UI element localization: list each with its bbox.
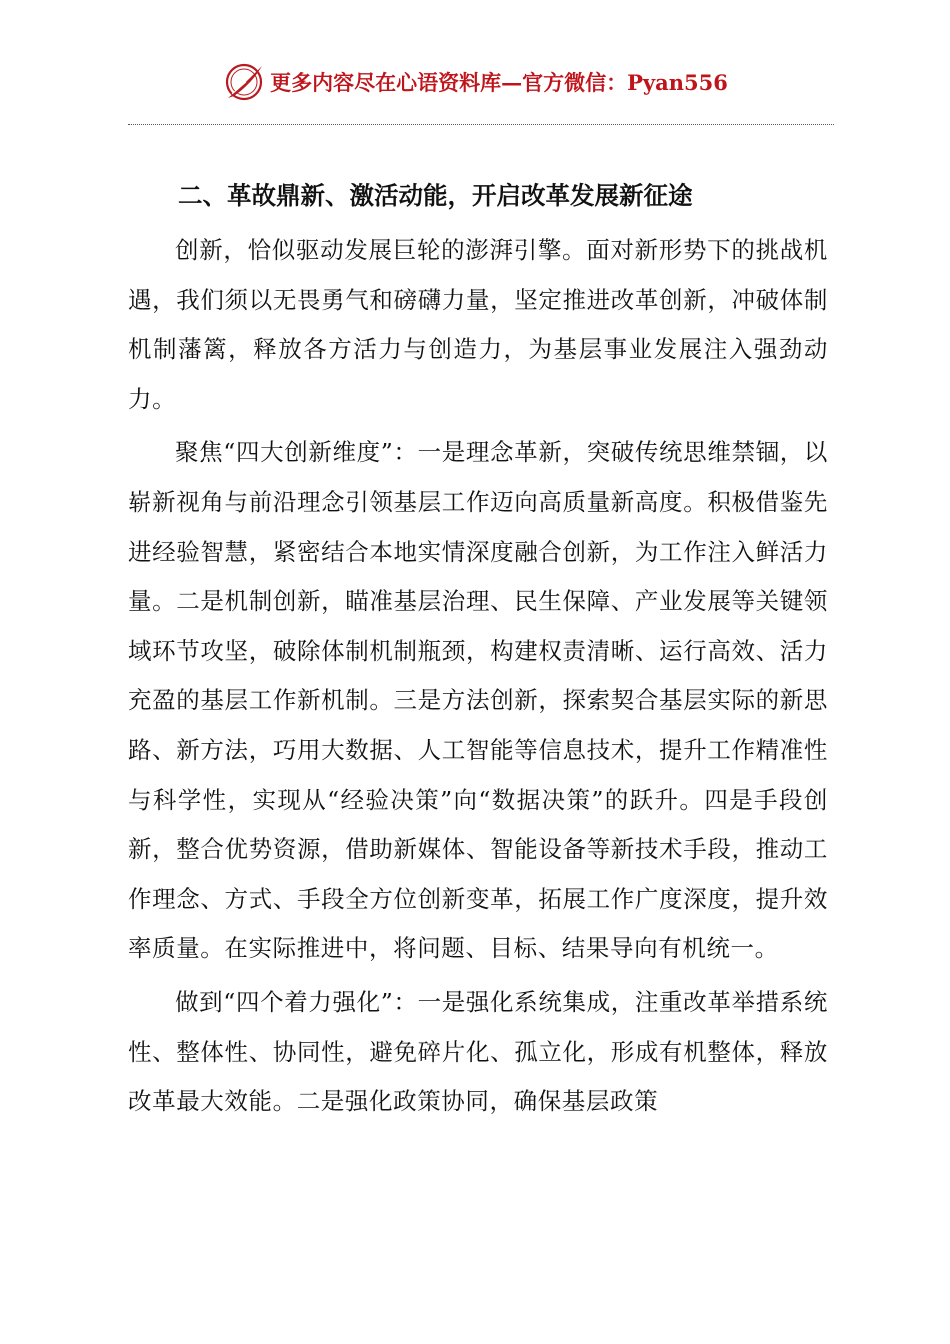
paragraph-four-strengthenings: 做到“四个着力强化”：一是强化系统集成，注重改革举措系统性、整体性、协同性，避免碎片化、孤立化，形成有机整体，释放改革最大效能。二是强化政策协同，确保基层政策 — [128, 987, 828, 1116]
page-header — [0, 58, 950, 106]
quill-seal-logo-icon — [222, 60, 266, 104]
document-body — [128, 176, 828, 1131]
paragraph-intro: 创新，恰似驱动发展巨轮的澎湃引擎。面对新形势下的挑战机遇，我们须以无畏勇气和磅礴力量，坚定推进改革创新，冲破体制机制藩篱，释放各方活力与创造力，为基层事业发展注入强劲动力。 — [128, 236, 828, 413]
header-divider — [128, 124, 834, 125]
section-heading: 二、革故鼎新、激活动能，开启改革发展新征途 — [178, 181, 693, 210]
paragraph-four-innovations: 聚焦“四大创新维度”：一是理念革新，突破传统思维禁锢，以崭新视角与前沿理念引领基层工作迈向高质量新高度。积极借鉴先进经验智慧，紧密结合本地实情深度融合创新，为工作注入鲜活力量。二是机制创新，瞄准基层治理、民生保障、产业发展等关键领域环节攻坚，破除体制机制瓶颈，构建权责清晰、运行高效、活力充盈的基层工作新机制。三是方法创新，探索契合基层实际的新思路、新方法，巧用大数据、人工智能等信息技术，提升工作精准性与科学性，实现从“经验决策”向“数据决策”的跃升。四是手段创新，整合优势资源，借助新媒体、智能设备等新技术手段，推动工作理念、方式、手段全方位创新变革，拓展工作广度深度，提升效率质量。在实际推进中，将问题、目标、结果导向有机统一。 — [128, 438, 828, 963]
header-banner-text: 更多内容尽在心语资料库—官方微信：Pyan556 — [270, 70, 728, 95]
